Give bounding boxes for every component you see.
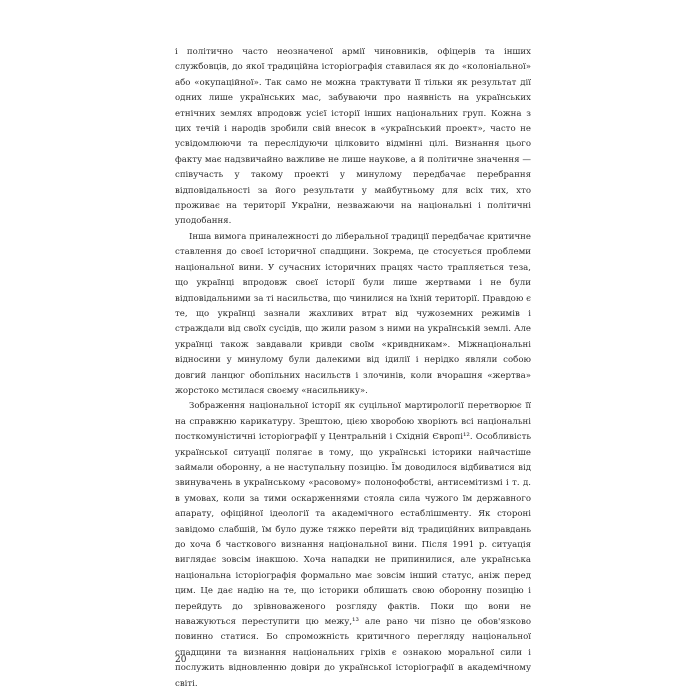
page-number: 20 [175,655,187,665]
body-text [175,45,531,692]
paragraph: Інша вимога приналежності до ліберальної традиції передбачає критичне ставлення до своєї історичної спадщини. Зокрема, це стосується проблеми національної вини. У сучасних історичних працях часто трапляється теза, що українці впродовж своєї історії були лише жертвами і не були відповідальними за ті насильства, що чинилися на їхній території. Правдою є те, що українці зазнали жахливих втрат від чужоземних режимів і страждали від своїх сусідів, що жили разом з ними на українській землі. Але українці також завдавали кривди своїм «кривдникам». Міжнаціональні відносини у минулому були далекими від ідилії і нерідко являли собою довгий ланцюг обопільних насильств і злочинів, коли вчорашня «жертва» жорстоко мстилася своєму «насильнику». [175,231,531,396]
paragraph: і політично часто неозначеної армії чиновників, офіцерів та інших службовців, до якої традиційна історіографія ставилася як до «колоніальної» або «окупаційної». Так само не можна трактувати її тільки як результат дії одних лише українських мас, забуваючи про наявність на українських етнічних землях впродовж усієї історії інших національних груп. Кожна з цих течій і народів зробили свій внесок в «український проект», часто не усвідомлюючи та переслідуючи цілковито відмінні цілі. Визнання цього факту має надзвичайно важливе не лише наукове, а й політичне значення — співучасть у такому проекті у минулому передбачає перебрання відповідальності за його результати у майбутньому для всіх тих, хто проживає на території України, незважаючи на національні і політичні уподобання. [175,47,531,227]
paragraph: Зображення національної історії як суцільної мартирології перетворює її на справжню карикатуру. Зрештою, цією хворобою хворіють всі національні посткомуністичні історіографії у Центральній і Східній Європі¹². Особливість української ситуації полягає в тому, що українські історики найчастіше займали оборонну, а не наступальну позицію. Їм доводилося відбиватися від звинувачень в українському «расовому» полонофобстві, антисемітизмі і т. д. в умовах, коли за тими оскарженнями стояла сила чужого їм державного апарату, офіційної ідеології та академічного естаблішменту. Як стороні завідомо слабшій, їм було дуже тяжко перейти від традиційних виправдань до хоча б часткового визнання національної вини. Після 1991 р. ситуація виглядає зовсім інакшою. Хоча нападки не припинилися, але українська національна історіографія формально має зовсім інший статус, аніж перед цим. Це дає надію на те, що історики облишать свою оборонну позицію і перейдуть до зрівноваженого розгляду фактів. Поки що вони не наважуються переступити цю межу,¹³ але рано чи пізно це обов'язково повинно статися. Бо спроможність критичного перегляду національної спадщини та визнання національних гріхів є ознакою моральної сили і послужить відновленню довіри до української історіографії в академічному світі. [175,401,531,689]
